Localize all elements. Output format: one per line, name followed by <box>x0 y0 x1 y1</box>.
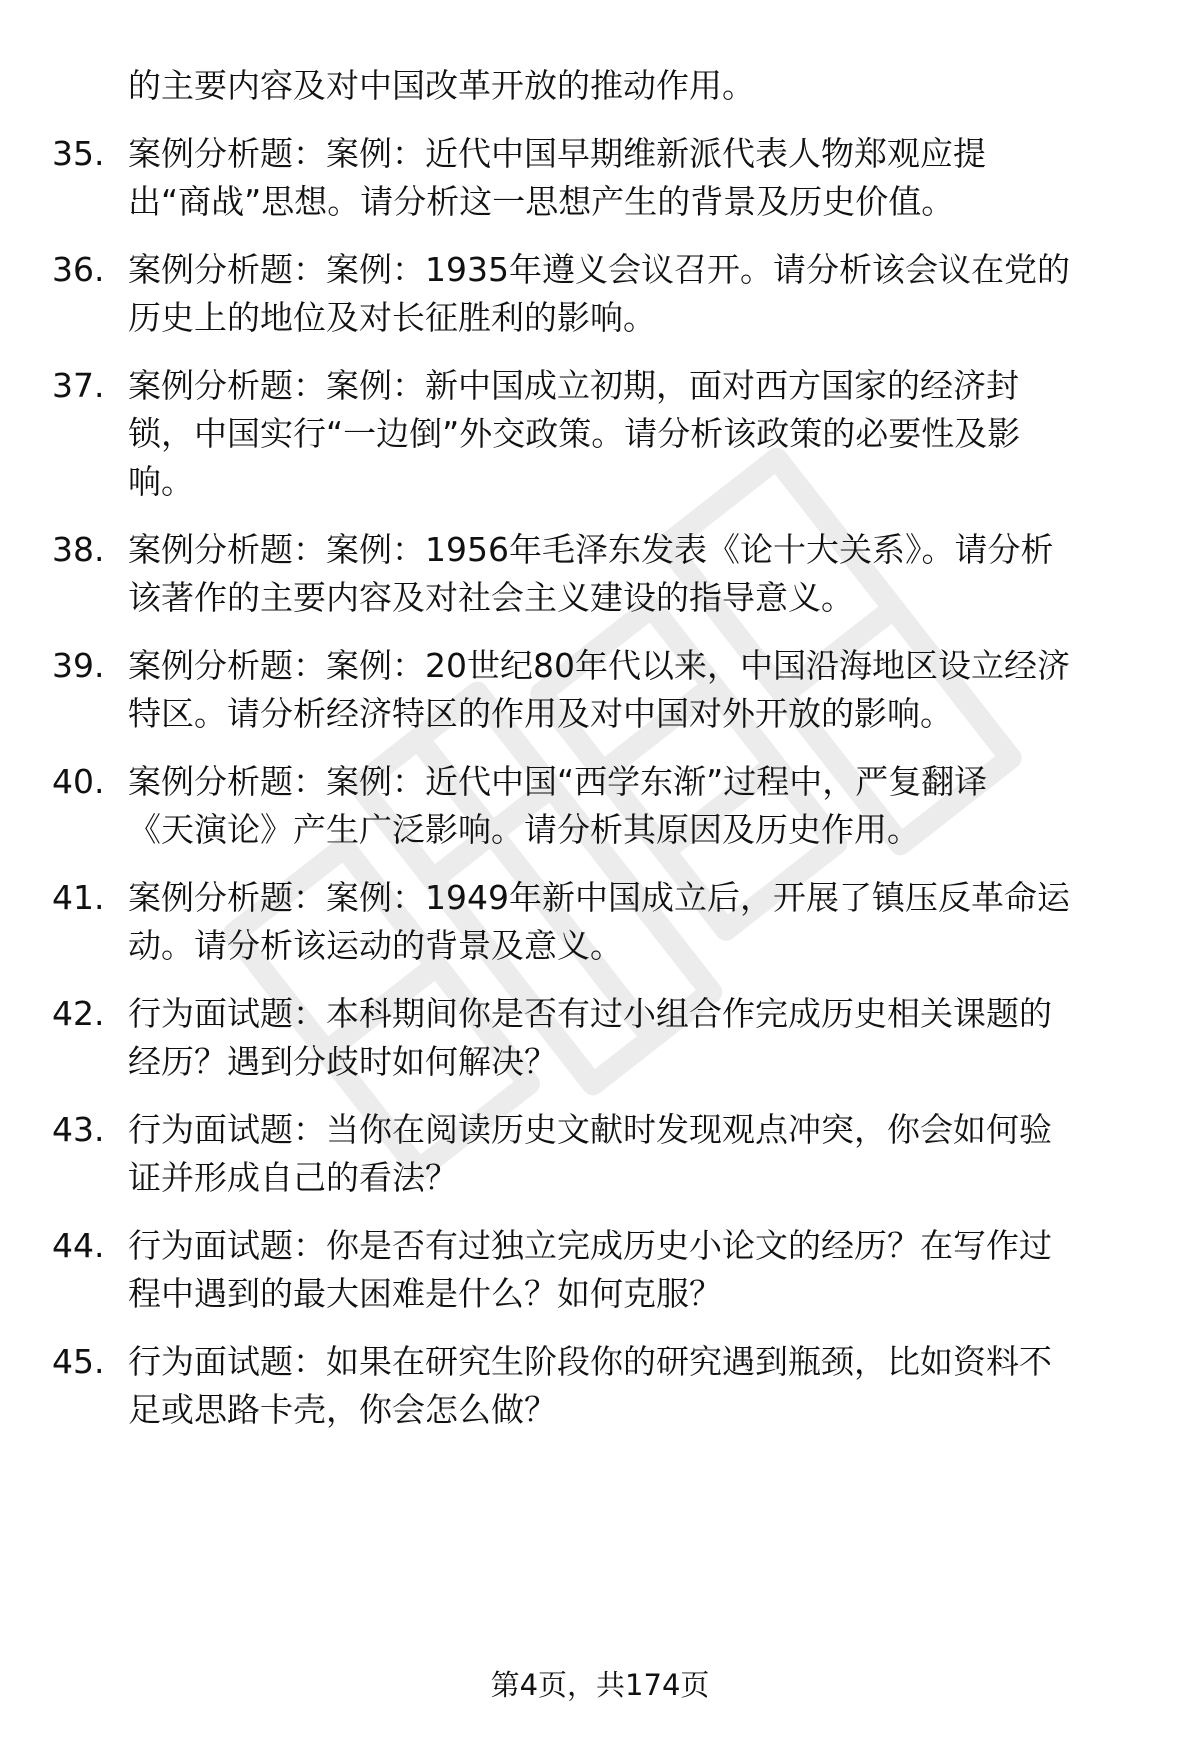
question-number: 37. <box>52 366 105 405</box>
question-text: 行为面试题：如果在研究生阶段你的研究遇到瓶颈，比如资料不 足或思路卡壳，你会怎么做？ <box>128 1342 1052 1429</box>
question-text: 案例分析题：案例：1949年新中国成立后，开展了镇压反革命运 动。请分析该运动的背景及意义。 <box>128 878 1070 965</box>
question-text: 行为面试题：本科期间你是否有过小组合作完成历史相关课题的 经历？遇到分歧时如何解决？ <box>128 994 1052 1081</box>
question-number: 45. <box>52 1342 105 1381</box>
question-number: 41. <box>52 878 105 917</box>
question-text: 案例分析题：案例：1956年毛泽东发表《论十大关系》。请分析 该著作的主要内容及对社会主义建设的指导意义。 <box>128 530 1054 617</box>
question-text: 案例分析题：案例：20世纪80年代以来，中国沿海地区设立经济 特区。请分析经济特区的作用及对中国对外开放的影响。 <box>128 646 1070 733</box>
question-text: 案例分析题：案例：近代中国“西学东渐”过程中，严复翻译 《天演论》产生广泛影响。请分析其原因及历史作用。 <box>128 762 988 849</box>
question-text: 案例分析题：案例：新中国成立初期，面对西方国家的经济封 锁，中国实行“一边倒”外交政策。请分析该政策的必要性及影 响。 <box>128 366 1021 501</box>
page-number-label: 第4页，共174页 <box>490 1668 710 1702</box>
question-number: 36. <box>52 250 105 289</box>
question-number: 44. <box>52 1226 105 1265</box>
question-number: 38. <box>52 530 105 569</box>
continuation-text: 的主要内容及对中国改革开放的推动作用。 <box>128 66 755 105</box>
question-number: 35. <box>52 134 105 173</box>
question-text: 行为面试题：你是否有过独立完成历史小论文的经历？在写作过 程中遇到的最大困难是什么？如何克服？ <box>128 1226 1052 1313</box>
question-number: 42. <box>52 994 105 1033</box>
page-footer <box>0 1665 1200 1705</box>
question-number: 39. <box>52 646 105 685</box>
question-text: 案例分析题：案例：近代中国早期维新派代表人物郑观应提 出“商战”思想。请分析这一思想产生的背景及历史价值。 <box>128 134 986 221</box>
question-number: 43. <box>52 1110 105 1149</box>
question-number: 40. <box>52 762 105 801</box>
question-text: 案例分析题：案例：1935年遵义会议召开。请分析该会议在党的 历史上的地位及对长征胜利的影响。 <box>128 250 1070 337</box>
question-text: 行为面试题：当你在阅读历史文献时发现观点冲突，你会如何验 证并形成自己的看法？ <box>128 1110 1052 1197</box>
